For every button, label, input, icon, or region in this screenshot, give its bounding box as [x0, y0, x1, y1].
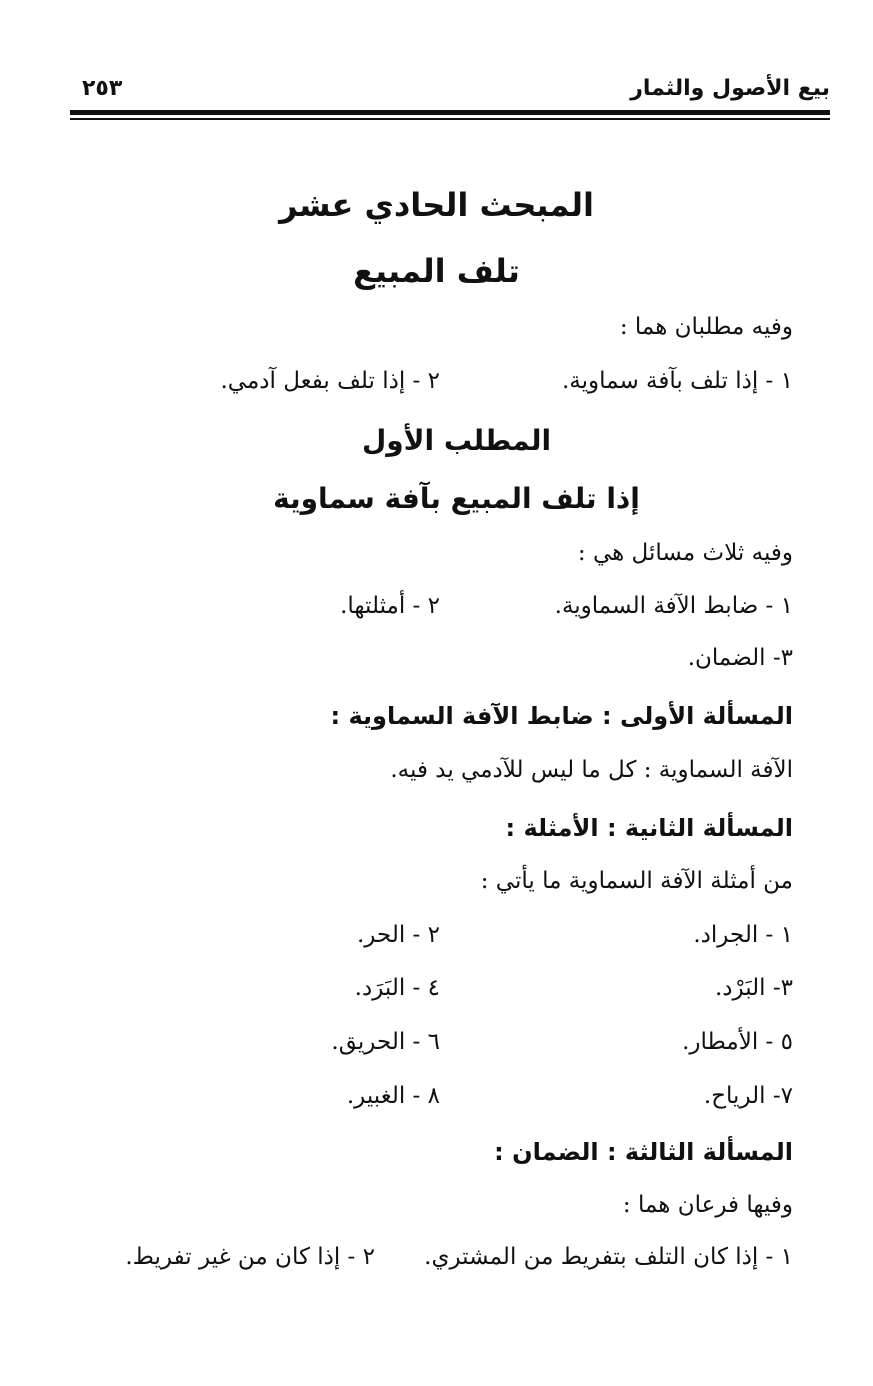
example-4: ٤ - البَرَد.: [354, 975, 440, 1001]
subsection-intro: وفيه ثلاث مسائل هي :: [577, 540, 793, 566]
subsection-item-2: ٢ - أمثلتها.: [340, 593, 440, 619]
running-title: بيع الأصول والثمار: [630, 76, 830, 101]
issue-1-heading: المسألة الأولى : ضابط الآفة السماوية :: [330, 702, 793, 730]
subsection-item-1: ١ - ضابط الآفة السماوية.: [554, 593, 793, 619]
example-3: ٣- البَرْد.: [714, 975, 793, 1001]
subsection-item-3: ٣- الضمان.: [687, 645, 793, 671]
issue-2-intro: من أمثلة الآفة السماوية ما يأتي :: [480, 868, 793, 894]
section-item-1: ١ - إذا تلف بآفة سماوية.: [562, 368, 793, 394]
section-intro: وفيه مطلبان هما :: [619, 314, 793, 340]
header-rule-thin: [70, 118, 830, 120]
example-1: ١ - الجراد.: [693, 922, 793, 948]
issue-3-heading: المسألة الثالثة : الضمان :: [494, 1138, 793, 1166]
example-5: ٥ - الأمطار.: [682, 1029, 793, 1055]
issue-1-text: الآفة السماوية : كل ما ليس للآدمي يد فيه.: [390, 757, 793, 783]
issue-2-heading: المسألة الثانية : الأمثلة :: [505, 814, 793, 842]
section-subtitle: تلف المبيع: [353, 252, 520, 290]
issue-3-item-2: ٢ - إذا كان من غير تفريط.: [125, 1244, 375, 1270]
example-7: ٧- الرياح.: [703, 1083, 793, 1109]
issue-3-intro: وفيها فرعان هما :: [622, 1192, 793, 1218]
page-number: ٢٥٣: [82, 76, 123, 101]
section-item-2: ٢ - إذا تلف بفعل آدمي.: [220, 368, 440, 394]
section-title: المبحث الحادي عشر: [279, 186, 594, 224]
subsection-title: المطلب الأول: [361, 424, 552, 457]
example-6: ٦ - الحريق.: [331, 1029, 440, 1055]
subsection-subtitle: إذا تلف المبيع بآفة سماوية: [273, 482, 640, 515]
issue-3-item-1: ١ - إذا كان التلف بتفريط من المشتري.: [424, 1244, 793, 1270]
example-8: ٨ - الغبير.: [346, 1083, 440, 1109]
page-header: [70, 70, 830, 120]
header-rule-thick: [70, 110, 830, 115]
example-2: ٢ - الحر.: [357, 922, 440, 948]
